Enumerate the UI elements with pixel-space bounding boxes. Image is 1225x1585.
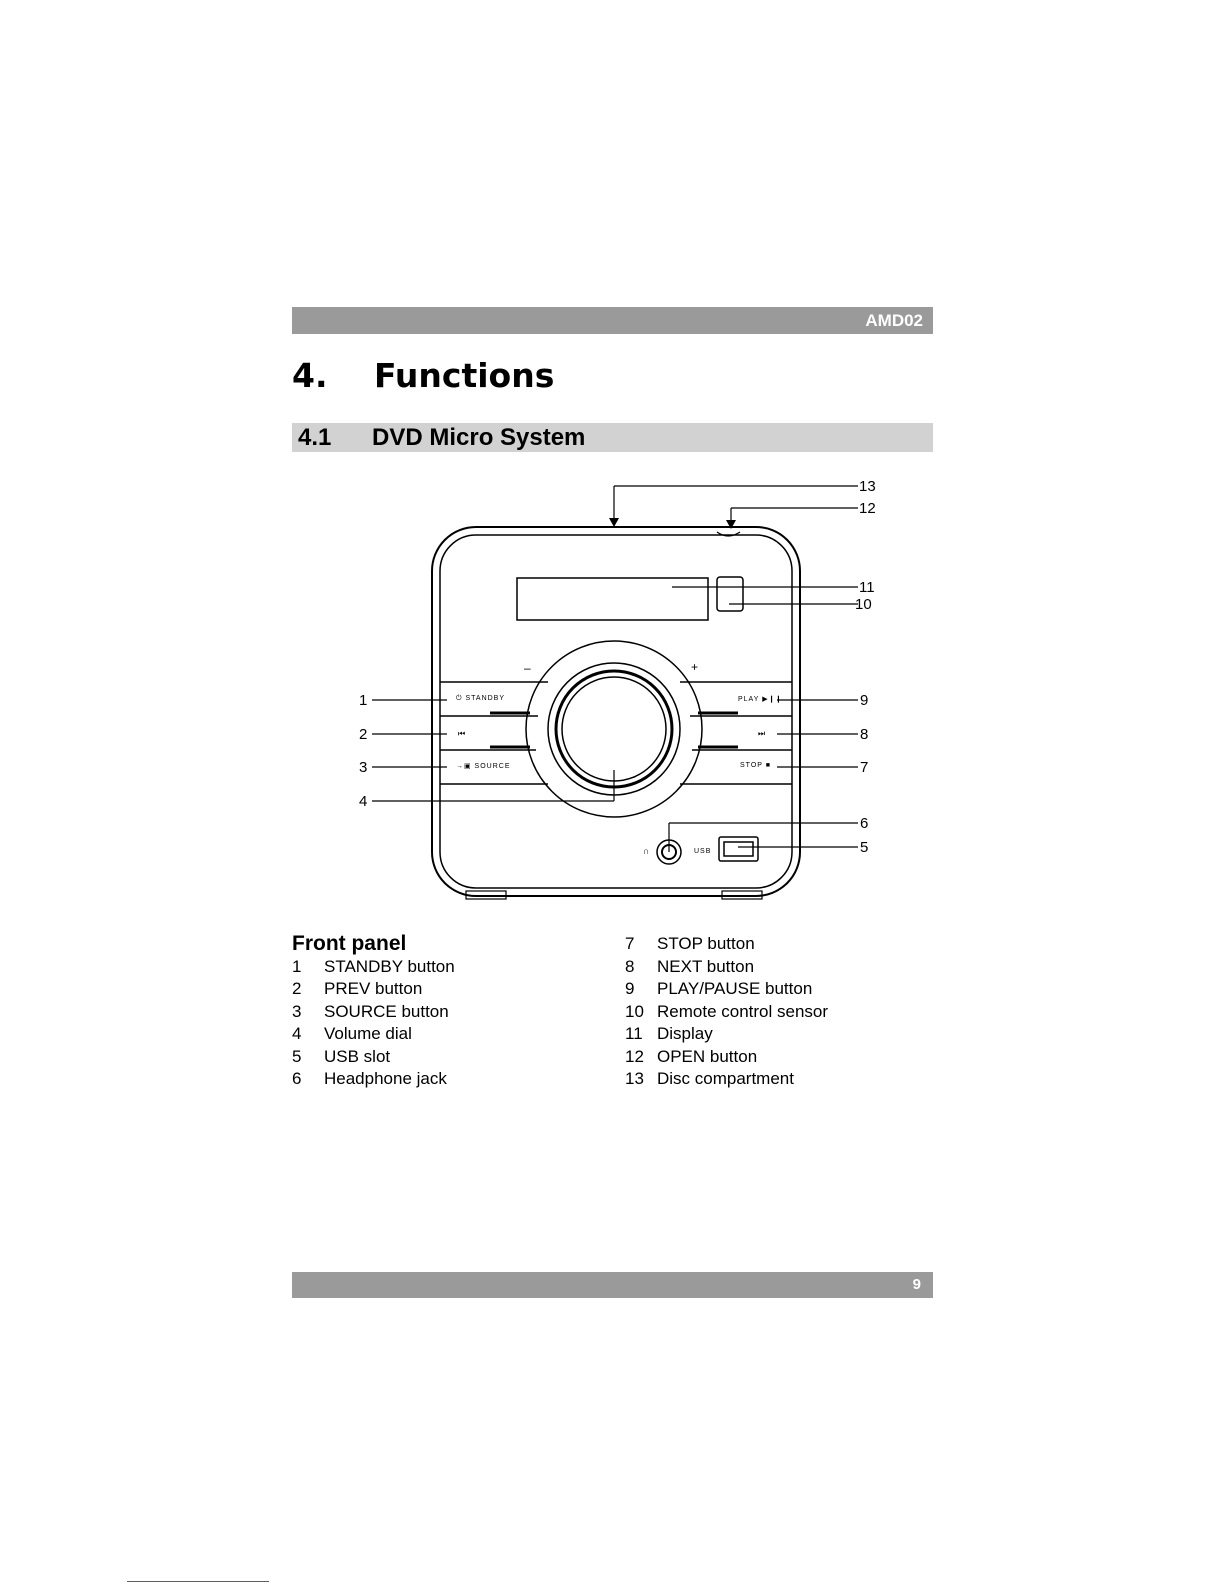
callout-3: 3 bbox=[359, 759, 368, 776]
bottom-edge-line bbox=[127, 1581, 269, 1582]
legend-item: 6 Headphone jack bbox=[292, 1069, 447, 1088]
callout-8: 8 bbox=[860, 726, 869, 743]
callout-1: 1 bbox=[359, 692, 368, 709]
usb-slot-outer bbox=[719, 837, 758, 861]
footer-bar bbox=[292, 1272, 933, 1298]
usb-slot-inner bbox=[724, 842, 753, 856]
prev-label: ⏮ bbox=[458, 729, 467, 738]
dial-knob-face bbox=[562, 677, 666, 781]
legend-item: 2 PREV button bbox=[292, 979, 423, 998]
legend-item: 5 USB slot bbox=[292, 1047, 391, 1066]
source-label: →▣ SOURCE bbox=[456, 763, 511, 770]
legend-item: 4 Volume dial bbox=[292, 1024, 412, 1043]
callout-11: 11 bbox=[859, 579, 875, 596]
callout-6: 6 bbox=[860, 815, 869, 832]
chapter-number: 4. bbox=[292, 356, 328, 395]
standby-label: ⏻ STANDBY bbox=[456, 695, 506, 702]
volume-minus-label: – bbox=[524, 661, 532, 675]
legend-item: 9 PLAY/PAUSE button bbox=[625, 979, 813, 998]
legend-item: 3 SOURCE button bbox=[292, 1002, 449, 1021]
volume-plus-label: + bbox=[691, 660, 700, 674]
legend-item: 11 Display bbox=[625, 1024, 713, 1043]
legend-item: 10 Remote control sensor bbox=[625, 1002, 829, 1021]
legend-title: Front panel bbox=[292, 932, 407, 955]
dial-knob-edge bbox=[556, 671, 672, 787]
section-title: DVD Micro System bbox=[372, 424, 586, 451]
headphone-icon: ∩ bbox=[643, 846, 651, 856]
next-label: ⏭ bbox=[758, 729, 767, 738]
callout-12: 12 bbox=[859, 500, 876, 517]
callout-4: 4 bbox=[359, 793, 368, 810]
stop-label: STOP ■ bbox=[740, 762, 771, 769]
callout-2: 2 bbox=[359, 726, 368, 743]
legend-item: 13 Disc compartment bbox=[625, 1069, 794, 1088]
display-window bbox=[517, 578, 708, 620]
remote-sensor-window bbox=[717, 577, 743, 611]
device-body-outline bbox=[432, 527, 800, 896]
legend-item: 1 STANDBY button bbox=[292, 957, 455, 976]
play-label: PLAY ▶❙❙ bbox=[738, 696, 783, 703]
page-number: 9 bbox=[912, 1276, 921, 1293]
legend-item: 7 STOP button bbox=[625, 934, 755, 953]
chapter-title: Functions bbox=[374, 356, 555, 395]
section-number: 4.1 bbox=[298, 424, 332, 451]
model-label: AMD02 bbox=[865, 311, 923, 330]
callout-7: 7 bbox=[860, 759, 869, 776]
callout-9: 9 bbox=[860, 692, 869, 709]
callout-10: 10 bbox=[855, 596, 872, 613]
legend-item: 8 NEXT button bbox=[625, 957, 755, 976]
legend-item: 12 OPEN button bbox=[625, 1047, 758, 1066]
usb-label: USB bbox=[694, 848, 712, 855]
callout-13: 13 bbox=[859, 478, 876, 495]
callout-5: 5 bbox=[860, 839, 869, 856]
